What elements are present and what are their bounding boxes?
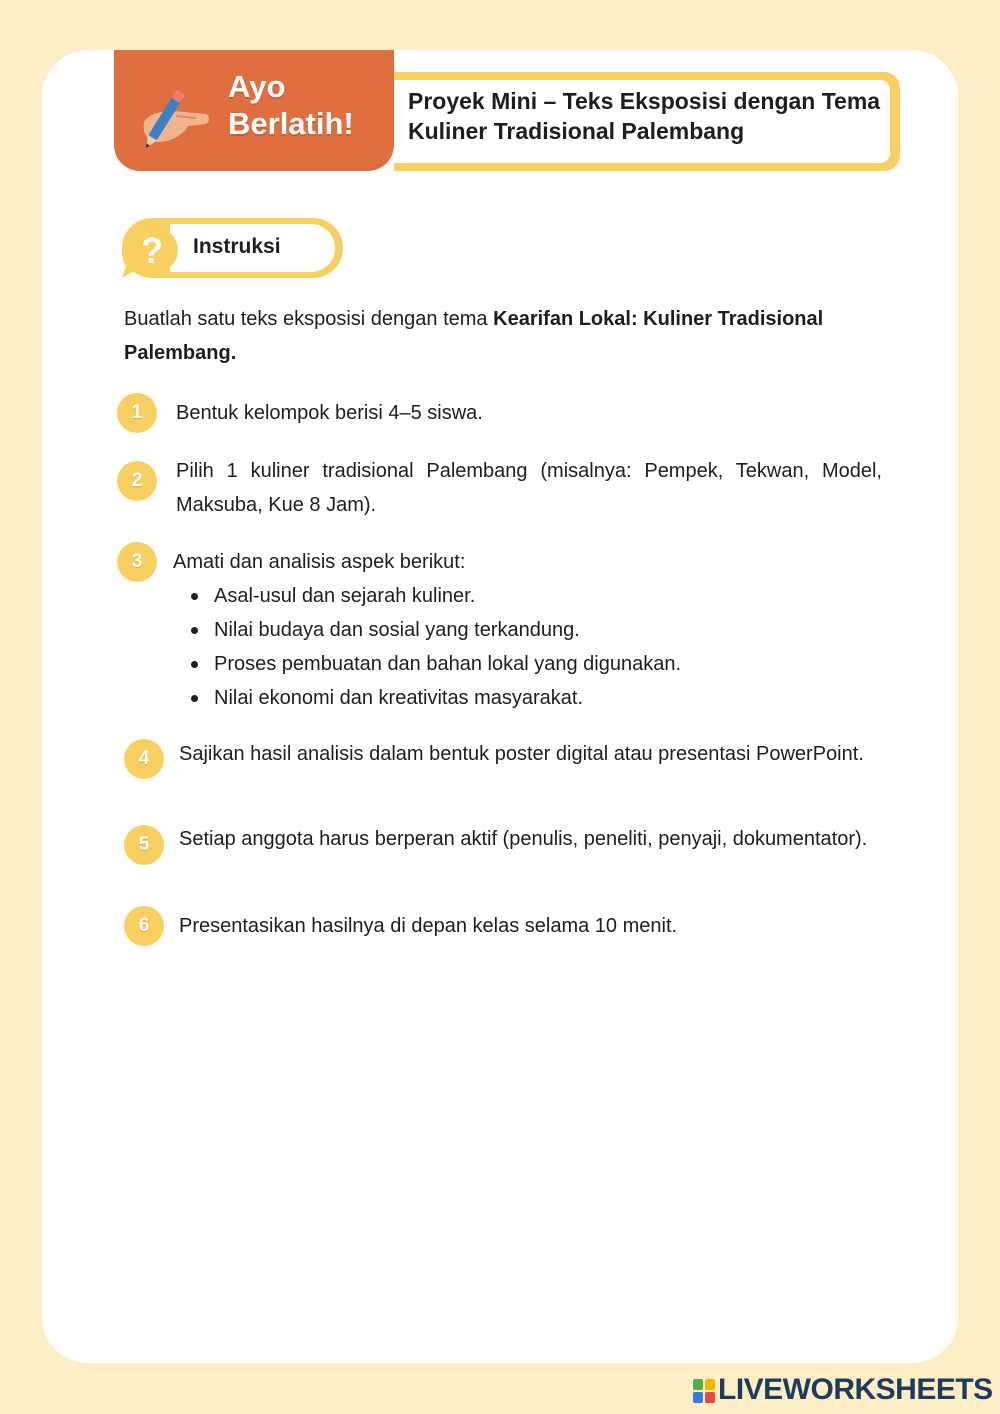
intro-paragraph <box>124 302 824 370</box>
step-1-text: Bentuk kelompok berisi 4–5 siswa. <box>176 402 483 424</box>
bullet-item: Asal-usul dan sejarah kuliner. <box>188 579 681 613</box>
liveworksheets-logo-icon <box>693 1379 715 1403</box>
intro-theme: Kearifan Lokal: Kuliner Tradisional Palembang. <box>124 308 824 364</box>
project-title-box <box>394 72 900 171</box>
step-number-6: 6 <box>124 906 164 946</box>
badge-line-2: Berlatih! <box>228 106 354 141</box>
question-bubble-icon <box>118 222 182 280</box>
step-number-5: 5 <box>124 825 164 865</box>
step-3-text: Amati dan analisis aspek berikut: <box>173 551 466 573</box>
bullet-item: Nilai ekonomi dan kreativitas masyarakat. <box>188 681 681 715</box>
step-4-text: Sajikan hasil analisis dalam bentuk poster digital atau presentasi PowerPoint. <box>179 743 864 765</box>
pencil-hand-icon <box>136 82 212 152</box>
step-number-1: 1 <box>117 393 157 433</box>
step-number-3: 3 <box>117 542 157 582</box>
step-number-2: 2 <box>117 461 157 501</box>
ayo-berlatih-title <box>228 68 388 142</box>
project-title-inner <box>394 80 890 163</box>
step-number-4: 4 <box>124 739 164 779</box>
bullet-item: Proses pembuatan dan bahan lokal yang digunakan. <box>188 647 681 681</box>
bullet-item: Nilai budaya dan sosial yang terkandung. <box>188 613 681 647</box>
badge-line-1: Ayo <box>228 69 286 104</box>
step-2-text: Pilih 1 kuliner tradisional Palembang (misalnya: Pempek, Tekwan, Model, Maksuba, Kue 8 Jam). <box>176 460 882 516</box>
liveworksheets-brand[interactable]: LIVEWORKSHEETS <box>718 1373 993 1406</box>
intro-text: Buatlah satu teks eksposisi dengan tema <box>124 308 494 330</box>
step-6-text: Presentasikan hasilnya di depan kelas selama 10 menit. <box>179 915 678 937</box>
instruction-label: Instruksi <box>193 235 281 258</box>
svg-text:?: ? <box>141 230 163 271</box>
step-3-bullet-list <box>188 579 681 715</box>
project-title: Proyek Mini – Teks Eksposisi dengan Tema Kuliner Tradisional Palembang <box>408 88 881 144</box>
step-5-text: Setiap anggota harus berperan aktif (penulis, peneliti, penyaji, dokumentator). <box>179 828 868 850</box>
